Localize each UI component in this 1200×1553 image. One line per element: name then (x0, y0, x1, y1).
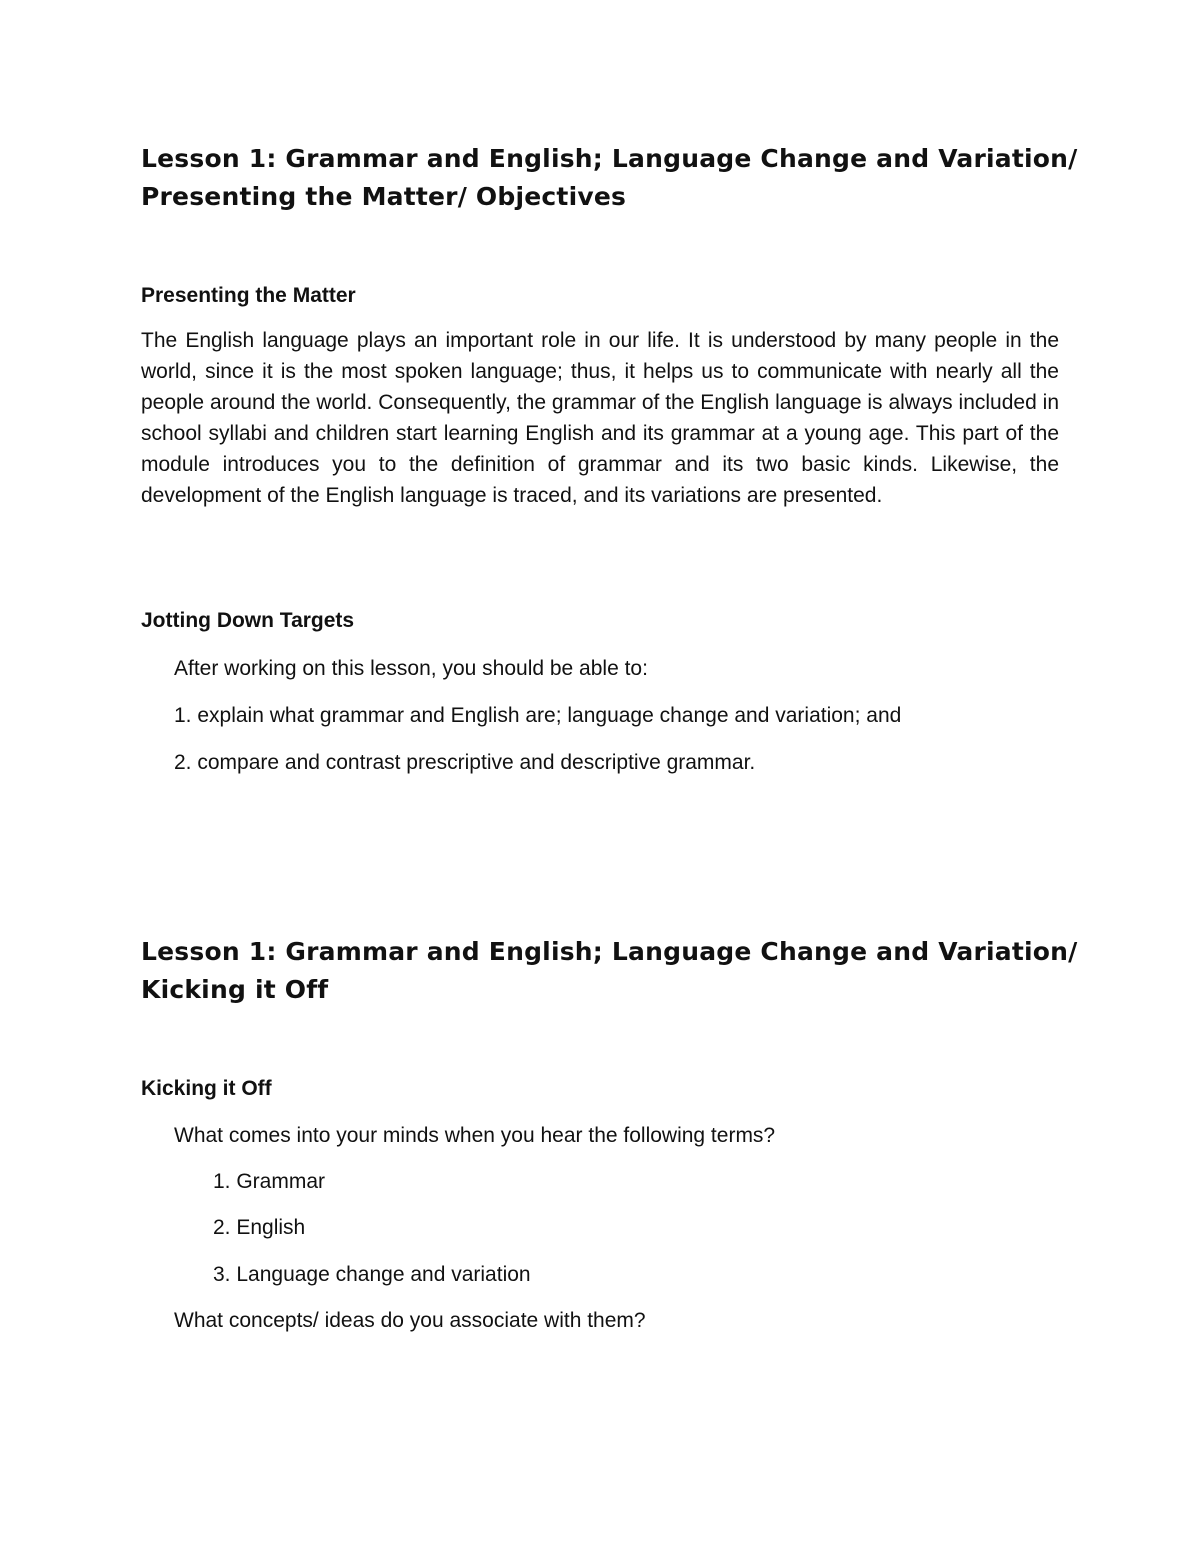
list-item: 3. Language change and variation (213, 1263, 531, 1286)
lesson-title-line-1: Lesson 1: Grammar and English; Language Change and Variation/ (141, 144, 1078, 173)
list-item: 1. explain what grammar and English are; language change and variation; and (174, 704, 902, 727)
lesson-title-line-1: Lesson 1: Grammar and English; Language Change and Variation/ (141, 937, 1078, 966)
kicking-it-off-question: What comes into your minds when you hear the following terms? (174, 1124, 776, 1147)
kicking-it-off-heading: Kicking it Off (141, 1077, 272, 1100)
list-item: 2. compare and contrast prescriptive and descriptive grammar. (174, 751, 756, 774)
list-item: 2. English (213, 1216, 306, 1239)
presenting-the-matter-paragraph: The English language plays an important role in our life. It is understood by many people in the world, since it is the most spoken language; thus, it helps us to communicate with nearly all the people around the world. Consequently, the grammar of the English language is always included in school syllabi and children start learning English and its grammar at a young age. This part of the module introduces you to the definition of grammar and its two basic kinds. Likewise, the development of the English language is traced, and its variations are presented. (141, 329, 1059, 507)
follow-up-question: What concepts/ ideas do you associate with them? (174, 1309, 646, 1332)
lesson-title-line-2: Presenting the Matter/ Objectives (141, 182, 627, 211)
jotting-down-targets-heading: Jotting Down Targets (141, 609, 355, 632)
list-item: 1. Grammar (213, 1170, 326, 1193)
targets-intro: After working on this lesson, you should be able to: (174, 657, 648, 680)
lesson-title-line-2: Kicking it Off (141, 975, 329, 1004)
presenting-the-matter-heading: Presenting the Matter (141, 284, 356, 307)
lesson-title-objectives (141, 140, 1081, 216)
lesson-title-kicking-it-off (141, 933, 1081, 1009)
